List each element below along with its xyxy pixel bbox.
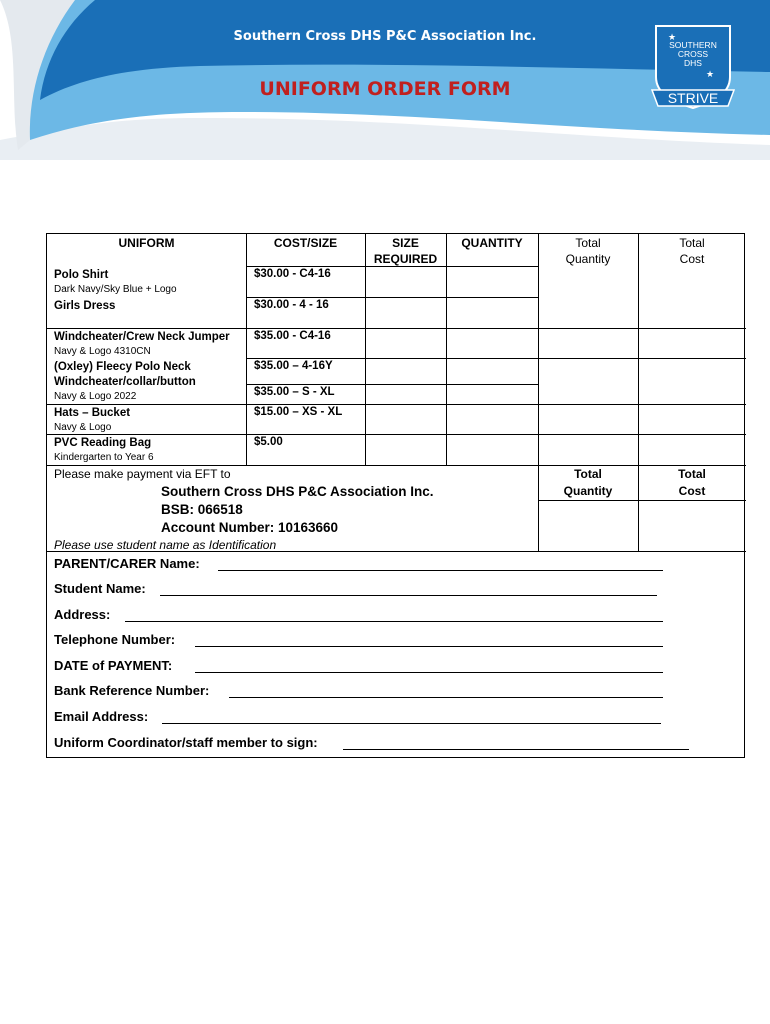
footer-total-cost-2: Cost	[678, 484, 706, 498]
header-size-required-1: SIZE	[392, 236, 419, 250]
field-date-of-payment: DATE of PAYMENT:	[54, 658, 173, 673]
field-bank-reference-line[interactable]	[229, 697, 663, 698]
item-windcheater-cost: $35.00 - C4-16	[254, 330, 331, 342]
payment-note: Please use student name as Identification	[54, 538, 277, 552]
logo-line-2: CROSS	[677, 49, 709, 59]
payment-account-name: Southern Cross DHS P&C Association Inc.	[161, 484, 434, 499]
item-bucket-hat: Hats – Bucket	[54, 407, 131, 419]
header-size-required-2: REQUIRED	[373, 252, 438, 266]
school-crest-logo	[648, 22, 738, 122]
item-reading-bag: PVC Reading Bag	[54, 437, 152, 449]
item-girls-dress: Girls Dress	[54, 300, 116, 312]
payment-intro: Please make payment via EFT to	[54, 467, 231, 481]
item-windcheater: Windcheater/Crew Neck Jumper	[54, 331, 230, 343]
logo-line-3: DHS	[684, 58, 702, 68]
field-bank-reference: Bank Reference Number:	[54, 683, 210, 698]
field-parent-carer-name: PARENT/CARER Name:	[54, 556, 200, 571]
field-email: Email Address:	[54, 709, 149, 724]
field-student-name: Student Name:	[54, 581, 146, 596]
payment-account-number: Account Number: 10163660	[161, 520, 339, 535]
header-total-cost-2: Cost	[679, 252, 705, 266]
header-total-cost-1: Total	[679, 236, 705, 250]
field-address: Address:	[54, 607, 111, 622]
item-oxley-fleecy-line2: Windcheater/collar/button	[54, 376, 196, 388]
header-cost-size: COST/SIZE	[273, 236, 338, 250]
footer-total-quantity-2: Quantity	[563, 484, 613, 498]
field-telephone-line[interactable]	[195, 646, 663, 647]
field-coordinator-sign-line[interactable]	[343, 749, 689, 750]
field-email-line[interactable]	[162, 723, 661, 724]
item-windcheater-desc: Navy & Logo 4310CN	[54, 346, 151, 357]
payment-bsb: BSB: 066518	[161, 502, 243, 517]
item-girls-dress-cost: $30.00 - 4 - 16	[254, 299, 329, 311]
item-oxley-fleecy: (Oxley) Fleecy Polo Neck	[54, 361, 191, 373]
association-name: Southern Cross DHS P&C Association Inc.	[233, 29, 537, 44]
uniform-order-table	[46, 233, 745, 758]
svg-text:★: ★	[705, 69, 715, 79]
header-total-quantity-1: Total	[575, 236, 601, 250]
field-address-line[interactable]	[125, 621, 663, 622]
item-reading-bag-cost: $5.00	[254, 436, 283, 448]
item-oxley-fleecy-cost: $35.00 – 4-16Y	[254, 360, 333, 372]
header-quantity: QUANTITY	[461, 236, 523, 250]
item-oxley-fleecy-cost-adult: $35.00 – S - XL	[254, 386, 335, 398]
field-date-of-payment-line[interactable]	[195, 672, 663, 673]
field-coordinator-sign: Uniform Coordinator/staff member to sign:	[54, 735, 318, 750]
item-oxley-fleecy-desc: Navy & Logo 2022	[54, 391, 137, 402]
item-polo-shirt-cost: $30.00 - C4-16	[254, 268, 331, 280]
item-reading-bag-desc: Kindergarten to Year 6	[54, 452, 154, 463]
field-student-name-line[interactable]	[160, 595, 657, 596]
item-polo-shirt-desc: Dark Navy/Sky Blue + Logo	[54, 284, 177, 295]
header-total-quantity-2: Quantity	[565, 252, 611, 266]
item-bucket-hat-desc: Navy & Logo	[54, 422, 112, 433]
footer-total-cost-1: Total	[678, 467, 706, 481]
svg-text:★: ★	[667, 32, 677, 42]
header-uniform: UNIFORM	[118, 236, 175, 250]
field-telephone: Telephone Number:	[54, 632, 176, 647]
field-parent-carer-name-line[interactable]	[218, 570, 663, 571]
item-polo-shirt: Polo Shirt	[54, 269, 109, 281]
footer-total-quantity-1: Total	[574, 467, 602, 481]
logo-line-1: SOUTHERN	[669, 40, 717, 50]
item-bucket-hat-cost: $15.00 – XS - XL	[254, 406, 343, 418]
logo-motto: STRIVE	[667, 90, 719, 106]
form-title: UNIFORM ORDER FORM	[259, 78, 511, 100]
